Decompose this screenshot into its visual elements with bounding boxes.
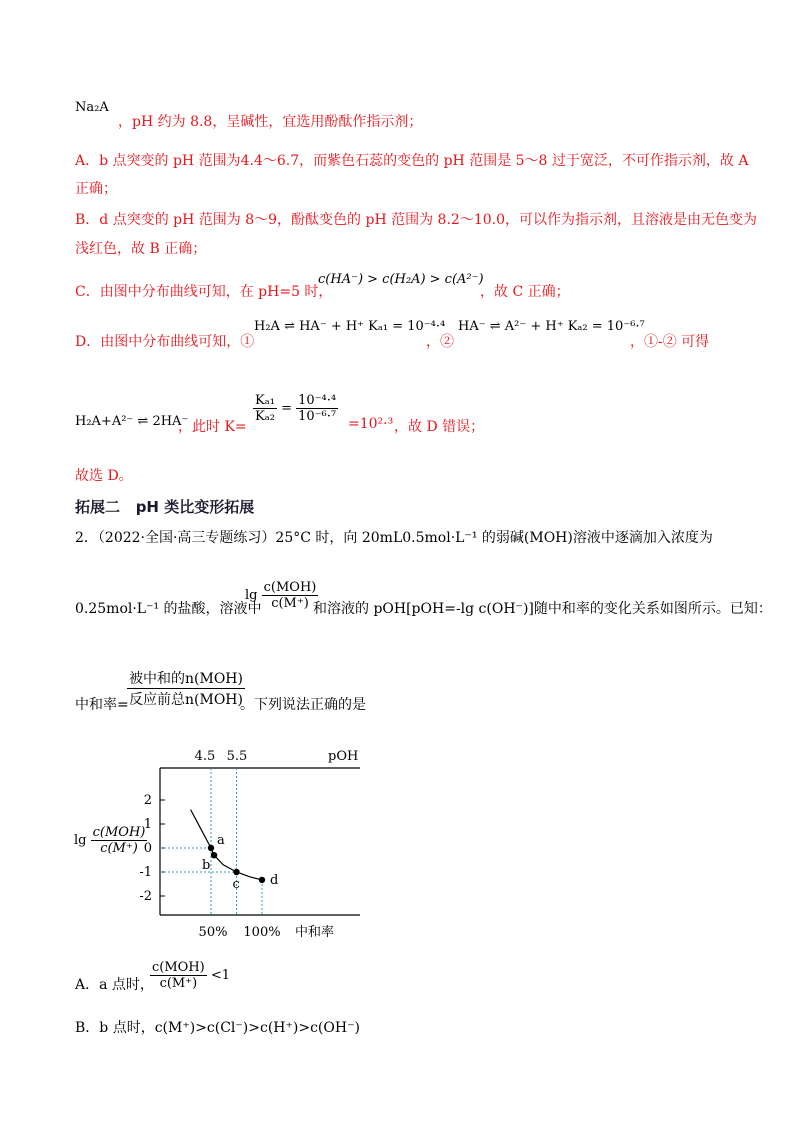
y-tick-label: 1 [143, 817, 152, 832]
q2-lg-den: c(M⁺) [271, 596, 309, 611]
top-tick-5-5: 5.5 [226, 749, 248, 764]
option-a-den: c(M⁺) [159, 976, 198, 991]
option-a-post: <1 [210, 968, 231, 983]
formula-na2a: Na₂A [75, 100, 109, 115]
opt-d2-frac1: $\frac{\text{Kₐ₁}}{\text{Kₐ₂}}$ = $\frac{\text{10⁻⁴·⁴}}{\text{10⁻⁶·⁷}}$ [255, 393, 337, 424]
point-label-c: c [232, 877, 240, 892]
opt-d2-mid: ，此时 K= [178, 419, 247, 435]
opt-d-eq2: HA⁻ ⇌ A²⁻ + H⁺ Kₐ₂ = 10⁻⁶·⁷ [458, 319, 645, 334]
q2-def-den: 反应前总n(MOH) [129, 692, 243, 708]
point-label-b: b [202, 858, 211, 874]
option-a-frac [150, 960, 230, 991]
y-tick-label: 0 [143, 841, 152, 856]
y-axis-label: lg $\frac{\text{c(MOH)}}{c(M^+)}$ [74, 825, 146, 856]
y-tick-label: -2 [139, 889, 152, 904]
opt-a-line2: 正确； [75, 181, 117, 197]
opt-d-mid: ，② [426, 334, 454, 350]
x-tick-50: 50% [198, 925, 228, 940]
top-tick-4-5: 4.5 [194, 749, 216, 764]
point-c [233, 869, 239, 875]
frac1-num: Kₐ₁ [255, 393, 275, 408]
q2-def-frac [127, 668, 245, 709]
q2-line2-post: 和溶液的 pOH[pOH=-lg c(OH⁻)]随中和率的变化关系如图所示。已知： [313, 601, 772, 617]
point-b [211, 852, 217, 858]
answer: 故选 D。 [75, 468, 133, 484]
y-label-num: c(MOH) [92, 825, 146, 840]
point-d [259, 877, 265, 883]
option-a-num: c(MOH) [152, 960, 205, 975]
opt-b-line2: 浅红色，故 B 正确； [75, 241, 207, 257]
opt-d-pre: D．由图中分布曲线可知，① [75, 334, 255, 350]
opt-a-line1: A．b 点突变的 pH 范围为4.4～6.7，而紫色石蕊的变色的 pH 范围是 5～8 过于宽泛，不可作指示剂，故 A [75, 153, 749, 169]
opt-d-eq1: H₂A ⇌ HA⁻ + H⁺ Kₐ₁ = 10⁻⁴·⁴ [254, 319, 446, 334]
x-tick-100: 100% [243, 925, 281, 940]
opt-c-formula: c(HA⁻) > c(H₂A) > c(A²⁻) [318, 272, 484, 287]
point-label-a: a [217, 833, 225, 848]
opt-d2-result: =10²·³ [348, 416, 394, 432]
y-tick-label: -1 [139, 865, 152, 880]
option-b: B．b 点时，c(M⁺)>c(Cl⁻)>c(H⁺)>c(OH⁻) [75, 1020, 360, 1036]
frac2-num: 10⁻⁴·⁴ [298, 393, 337, 408]
opt-c-pre: C．由图中分布曲线可知，在 pH=5 时， [75, 284, 333, 300]
frac1-den: Kₐ₂ [255, 409, 275, 424]
y-label-den: c(M⁺) [100, 841, 138, 856]
opt-d-post: ，①-② 可得 [630, 334, 710, 350]
q2-def-post: 。下列说法正确的是 [240, 697, 366, 713]
y-tick-label: 2 [143, 793, 152, 808]
top-axis-label: pOH [328, 749, 359, 764]
paragraph-ph: ，pH 约为 8.8，呈碱性，宜选用酚酞作指示剂； [118, 114, 423, 130]
point-label-d: d [270, 872, 279, 888]
frac2-den: 10⁻⁶·⁷ [298, 409, 337, 424]
opt-d2-eq: H₂A+A²⁻ ⇌ 2HA⁻ [75, 414, 189, 429]
q2-line2-pre: 0.25mol·L⁻¹ 的盐酸，溶液中 [75, 601, 262, 617]
section-label: 拓展二 [75, 498, 121, 516]
q2-lg-expr: lg $\frac{\text{c(MOH)}}{c(M^+)}$ [245, 580, 317, 611]
section-title: pH 类比变形拓展 [135, 498, 255, 516]
section-heading [75, 496, 254, 517]
option-a-pre: A．a 点时， [75, 977, 154, 993]
opt-c-post: ，故 C 正确； [480, 284, 570, 300]
q2-lg-num: c(MOH) [263, 580, 317, 595]
opt-b-line1: B．d 点突变的 pH 范围为 8～9，酚酞变色的 pH 范围为 8.2～10.0，可以作为指示剂，且溶液是由无色变为 [75, 212, 757, 228]
q2-def-num: 被中和的n(MOH) [127, 668, 245, 689]
point-a [208, 845, 214, 851]
x-axis-label: 中和率 [295, 925, 335, 940]
q2-line1: 2．（2022·全国·高三专题练习）25°C 时，向 20mL0.5mol·L⁻¹ 的弱碱(MOH)溶液中逐滴加入浓度为 [75, 530, 713, 546]
q2-def-pre: 中和率= [75, 697, 129, 713]
opt-d2-post: ，故 D 错误； [394, 419, 485, 435]
